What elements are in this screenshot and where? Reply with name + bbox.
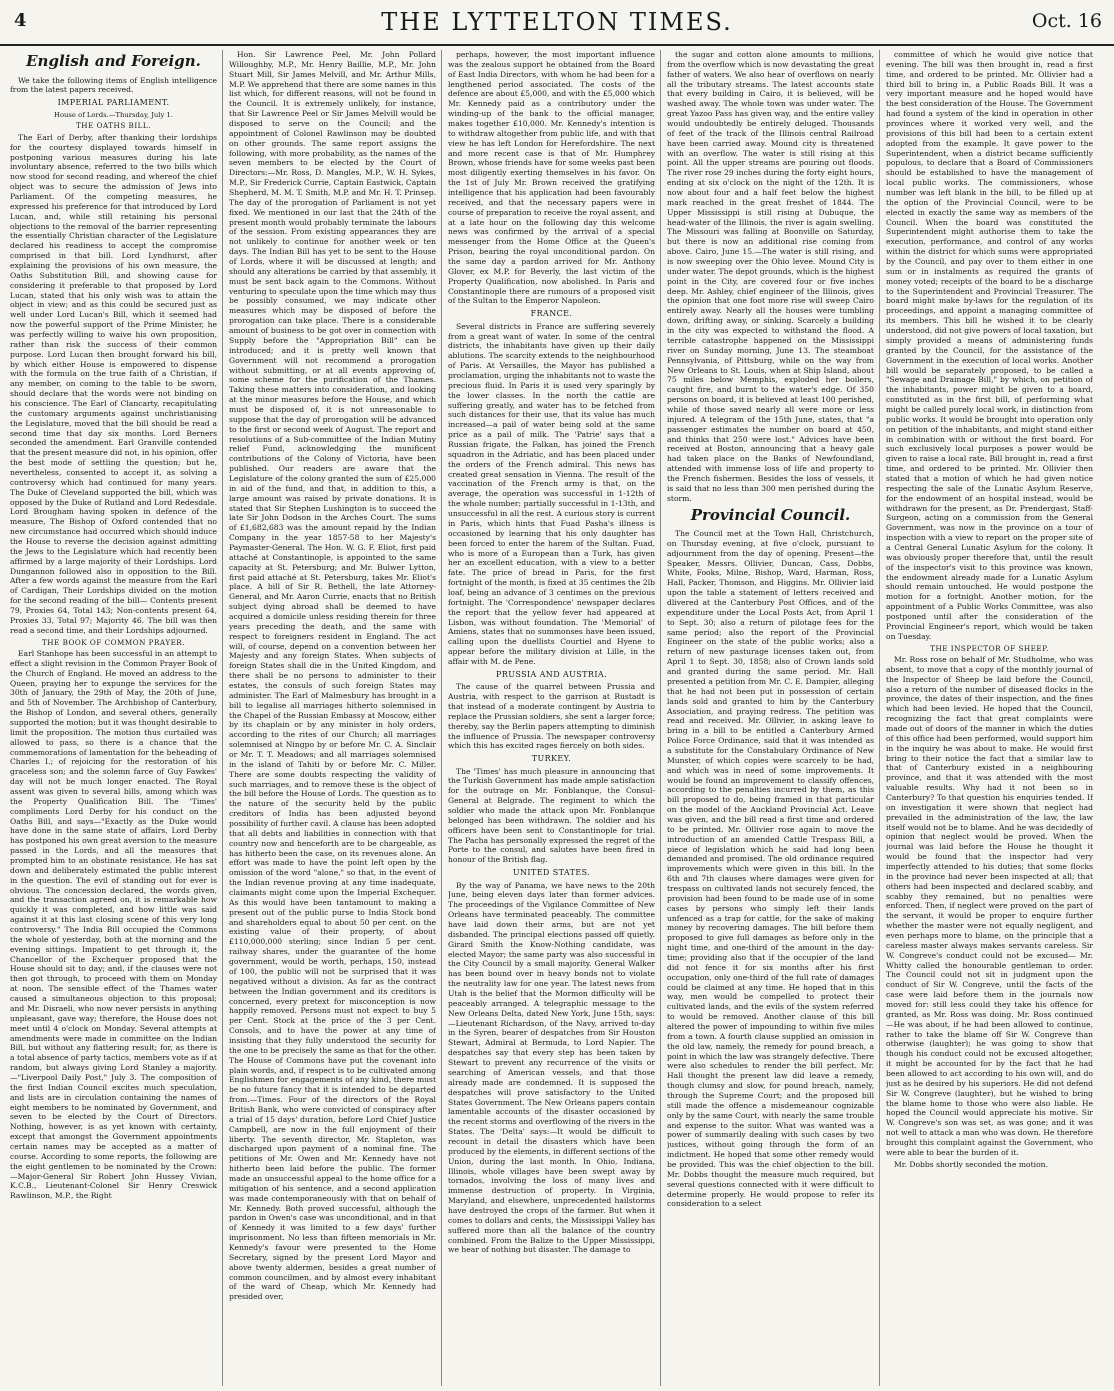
closing-line: Mr. Dobbs shortly seconded the motion. xyxy=(894,1159,1048,1169)
heading-united-states: UNITED STATES. xyxy=(512,868,591,878)
article-body: the sugar and cotton alone amounts to millions, from the overflow which is now devastating the great father of waters. We also hear of overflows on nearly all the tributary streams. The latest accounts state that every building in Cairo, it is believed, will be washed away. The whole town was under water. The great Yazoo Pass has given way, and the entire valley would undoubtedly be entirely deluged. Thousands of feet of the track of the Illinois central Railroad have been carried away. Mound city is threatened with an overflow. The water is still rising at this point. All the upper streams are pouring out floods. The river rose 29 inches during the forty eight hours, ending at six o'clock on the night of the 12th. It is now about four and a half feet below the highest mark reached in the great freshet of 1844. The Upper Mississippi is still rising at Dubuque, the head-water of the Illinois, the river is again swelling. The Missouri was falling at Boonville on Saturday, but there is now an additional rise coming from above. Cairo, June 15.—The water is still rising, and is now sweeping over the Ohio levee. Mound City is under water. The depot grounds, which is the highest point in the City, are covered four or five inches deep. Mr. Ashley, chief engineer of the Illinois, gives the opinion that one foot more rise will sweep Cairo entirely away. Nearly all the houses were tumbling down, drifting away, or sinking. Scarcely a building in the city was expected to withstand the flood. A terrible catastrophe happened on the Mississippi river on Sunday morning, June 13. The steamboat Pennsylvania, of Pittsburg, while on the way from New Orleans to St. Louis, when at Ship Island, about 75 miles below Memphis, exploded her boilers, caught fire, and burnt to the water's edge. Of 350 persons on board, it is believed at least 100 perished, while of those saved nearly all were more or less injured. A telegram of the 15th June, states, that "a passenger estimates the number on board at 450, and thinks that 250 were lost." Advices have been received at Boston, announcing that a heavy gale had taken place on the Banks of Newfoundland, attended with immense loss of life and property to the French fishermen. Besides the loss of vessels, it is said that no less than 300 men perished during the storm. xyxy=(667,50,874,503)
article-body: The cause of the quarrel between Prussia and Austria, with respect to the garrison at Rustadt is that instead of a moderate contingent by Austria to replace the Prussian soldiers, she sent a larger force; thereby, say the Berlin papers attempting to diminish the influence of Prussia. The newspaper controversy which this has excited rages fiercely on both sides. xyxy=(448,682,655,751)
intro-paragraph: We take the following items of English intelligence from the latest papers received. xyxy=(10,75,217,95)
heading-turkey: TURKEY. xyxy=(531,754,572,764)
subheading-house-of-lords: House of Lords.—Thursday, July 1. xyxy=(54,110,173,119)
article-body: By the way of Panama, we have news to the 20th June, being eleven days later than former advices. The proceedings of the Vigilance Committee of New Orleans have terminated peaceably. The committee have laid down their arms, but are not yet disbanded. The principal elections passed off quietly. Girard Smith the Know-Nothing candidate, was elected Mayor; the same party was also successful in the City Council by a small majority. General Walker has been bound over in heavy bonds not to violate the neutrality law for one year. The latest news from Utah is the belief that the Mormon difficulty will be peaceably arranged. A telegraphic message to the New Orleans Delta, dated New York, June 15th, says:—Lieutenant Richardson, of the Navy, arrived to-day in the Syren, bearer of despatches from Sir Houston Stewart, Admiral at Bermuda, to Lord Napier. The despatches say that every step has been taken by Stewart to prevent any recurrence of the visits or searching of American vessels, and that those already made are condemned. It is supposed the despatches will prove satisfactory to the United States Government. The New Orleans papers contain lamentable accounts of the disaster occasioned by the recent storms and overflowing of the rivers in the States. The 'Delta' says:—It would be difficult to recount in detail the disasters which have been produced by the elements, in different sections of the Union, during the last month. In Ohio, Indiana, Illinois, whole villages have been swept away by tornados, involving the loss of many lives and immense destruction of property. In Virginia, Maryland, and elsewhere, unprecedented hailstorms have destroyed the crops of the farmer. But when it comes to dollars and cents, the Mississippi Valley has suffered more than all the balance of the country combined. From the Balize to the Upper Mississippi, we hear of nothing but disaster. The damage to xyxy=(448,880,655,1255)
article-body: committee of which he would give notice that evening. The bill was then brought in, read a first time, and ordered to be printed. Mr. Ollivier had a third bill to bring in, a Public Roads Bill. It was a very important measure and he hoped would have the best consideration of the House. The Government had found a system of the kind in operation in other provinces where it worked very well, and the provisions of this bill had been to a certain extent adopted from the example. It gave power to the Superintendent, when a district became sufficiently populous, to declare that a Board of Commissioners should be established to have the management of local public works. The commissioners, whose number was left blank in the bill, to be filled up at the option of the Provincial Council, were to be elected in exactly the same way as members of the Council. When the board was constituted the Superintendent might authorise them to take the execution, performance, and control of any works within the district for which sums were appropriated by the Council, and pay over to them either in one sum or in instalments as required the grants of money voted; receipts of the board to be a discharge to the Superintendent and Provincial Treasurer. The board might make by-laws for the regulation of its proceedings, and appoint a managing committee of its members. This bill he wished it to be clearly understood, did not give powers of local taxation, but simply provided a means of administering funds granted by the Council, for the assistance of the Government in the execution of local works. Another bill would be separately proposed, to be called a "Sewage and Drainage Bill," by which, on petition of the inhabitants, power might be given to a board, constituted as in the first bill, of performing what might be called purely local work, in distinction from public works. It would be brought into operation only on petition of the inhabitants, and might stand either in combination with or without the first board. For such exclusively local purposes a power would be given to raise a local rate. Bill brought in, read a first time, and ordered to be printed. Mr. Ollivier then stated that a motion of which he had given notice respecting the sale of the Lunatic Asylum Reserve, for the endowment of an hospital instead, would be withdrawn for the present, as Dr. Prendergast, Staff-Surgeon, acting on a commission from the General Government, was now in the province on a tour of inspection with a view to report on the proper site of a Central General Lunatic Asylum for the colony. It was obviously proper therefore that, until the result of the inspector's visit to this province was known, the endowment already made for a Lunatic Asylum should remain untouched. He would postpone the motion for a fortnight. Another motion, for the appointment of a Public Works Committee, was also postponed until after the consideration of the Provincial Engineer's report, which would be taken on Tuesday. xyxy=(886,50,1093,641)
article-body: perhaps, however, the most important influence was the zealous support he obtained from the Board of East India Directors, with whom he had been for a lengthened period associated. The costs of the defence are about £5,000, and with the £5,000 which Mr. Kennedy paid as a contributory under the winding-up of the bank to the official manager, makes together £10,000. Mr. Kennedy's intention is to withdraw altogether from public life, and with that view he has left London for Herefordshire. The next and more recent case is that of Mr. Humphrey Brown, whose friends have for some weeks past been most diligently exerting themselves in his favor. On the 1st of July Mr. Brown received the gratifying intelligence that his application had been favourably received, and that the necessary papers were in course of preparation to receive the royal assent, and at a late hour on the following day this welcome news was confirmed by the arrival of a special messenger from the Home Office at the Queen's Prison, bearing the royal unconditional pardon. On the same day a pardon arrived for Mr. Anthony Glover, ex M.P. for Beverly, the last victim of the Property Qualification, now abolished. In Paris and Constantinople there are rumours of a proposed visit of the Sultan to the Emperor Napoleon. xyxy=(448,50,655,306)
section-heading-english-foreign: English and Foreign. xyxy=(26,52,201,70)
column-2 xyxy=(229,50,436,1386)
page-number: 4 xyxy=(14,10,27,31)
section-heading-provincial-council: Provincial Council. xyxy=(690,505,851,524)
column-divider xyxy=(441,50,442,1386)
subheading-common-prayer: THE BOOK OF COMMON PRAYER. xyxy=(41,637,186,647)
subheading-oaths-bill: THE OATHS BILL. xyxy=(75,121,151,131)
article-body: The Earl of Derby, after thanking their lordships for the courtesy displayed towards himself in postponing various measures during his late involuntary absence, referred to the two bills which now stood for second reading, and whereof the chief object was to secure the admission of Jews into Parliament. Of the competing measures, he expressed his preference for that introduced by Lord Lucan, and, while still retaining his personal objections to the removal of the barrier representing the essentially Christian character of the Legislature declared his readiness to accept the compromise comprised in that bill. Lord Lyndhurst, after explaining the provisions of his own measure, the Oaths Substitution Bill, and showing cause for considering it preferable to that proposed by Lord Lucan, stated that his only wish was to attain the object in view; and as this could be secured just as well under Lord Lucan's Bill, which it seemed had now the powerful support of the Prime Minister, he was perfectly willing to waive his own proposition, rather than risk the success of their common purpose. Lord Lucan then brought forward his bill, by which either House is empowered to dispense with the formula on the true faith of a Christian, if any member, on coming to the table to be sworn, should declare that the words were not binding on his conscience. The Earl of Clancarty, recapitulating the customary arguments against unchristianising the Legislature, moved that the bill should be read a second time that day six months. Lord Berners seconded the amendment. Earl Granville contended that the present measure did not, in his opinion, offer the best mode of settling the question; but he, nevertheless, consented to accept it, as solving a controversy which had continued for many years. The Duke of Cleveland supported the bill, which was opposed by the Duke of Rutland and Lord Redesdale. Lord Brougham having spoken in defence of the measure, The Bishop of Oxford contended that no new circumstance had occurred which should induce the House to reverse the decision against admitting the Jews to the Legislature which had recently been affirmed by a large majority of their Lordships. Lord Dungannon followed also in opposition to the Bill. After a few words against the measure from the Earl of Cardigan, Their Lordships divided on the motion for the second reading of the bill— Contents present 79, Proxies 64, Total 143; Non-contents present 64, Proxies 33, Total 97; Majority 46. The bill was then read a second time, and their Lordships adjourned. xyxy=(10,132,217,635)
column-5 xyxy=(886,50,1093,1386)
article-body: Several districts in France are suffering severely from a great want of water. In some of the central districts, the inhabitants have given up their daily ablutions. The scarcity extends to the neighbourhood of Paris. At Versailles, the Mayor has published a proclamation, urging the inhabitants not to waste the precious fluid. In Paris it is used very sparingly by the lower classes. In the north the cattle are suffering greatly, and water has to be fetched from such distances for their use, that its value has much increased—a pail of water being sold at the same price as a pail of milk. The 'Patrie' says that a Russian frigate, the Falkan, has joined the French squadron in the Adriatic, and has been placed under the orders of the French admiral. This news has created great sensation in Vienna. The result of the vaccination of the French army is that, on the average, the operation was successful in 1-12th of the whole number; partially successful in 1-13th, and unsuccessful in all the rest. A curious story is current in Paris, which hints that Fuad Pasha's illness is occasioned by learning that his only daughter has been forced to enter the harem of the Sultan. Fuad, who is more of a European than a Turk, has given her an excellent education, with a view to a better fate. The price of bread in Paris, for the first fortnight of the month, is fixed at 35 centimes the 2lb loaf, being an advance of 3 centimes on the previous fortnight. The 'Correspondence' newspaper declares the report that the yellow fever had appeared at Lisbon, was without foundation. The 'Memorial' of Amiens, states that no summonses have been issued, calling upon the duellists Courtiel and Hyene to appear before the military division at Lille, in the affair with M. de Pene. xyxy=(448,321,655,666)
heading-imperial-parliament: IMPERIAL PARLIAMENT. xyxy=(57,98,170,108)
column-1 xyxy=(10,50,217,1386)
column-divider xyxy=(660,50,661,1386)
heading-france: FRANCE. xyxy=(530,309,573,319)
article-body: The 'Times' has much pleasure in announcing that the Turkish Government has made ample satisfaction for the outrage on Mr. Fonblanque, the Consul-General at Belgrade. The regiment to which the soldier who made the attack upon Mr. Fonblanque belonged has been withdrawn. The soldier and his officers have been sent to Constantinople for trial. The Pacha has personally expressed the regret of the Porte to the consul, and salutes have been fired in honour of the British flag. xyxy=(448,766,655,865)
newspaper-title: THE LYTTELTON TIMES. xyxy=(381,8,733,36)
masthead xyxy=(0,0,1114,46)
subheading-inspector-of-sheep: THE INSPECTOR OF SHEEP. xyxy=(930,643,1049,653)
article-body: The Council met at the Town Hall, Christchurch, on Thursday evening, at five o'clock, pursuant to adjournment from the day of opening. Present—the Speaker, Messrs. Ollivier, Duncan, Cass, Dobbs, White, Fooks, Milne, Bishop, Ward, Harman, Ross, Hall, Packer, Thomson, and Higgins. Mr. Ollivier laid upon the table a statement of letters received and dlivered at the Canterbury Post Offices, and of the expenditure under the Local Posts Act, from April 1 to Sept. 30; also a return of pilotage fees for the same period; also the report of the Provincial Engineer on the state of the public works; also a return of new pasturage licenses taken out, from April 1 to Sept. 30, 1858; also of Crown lands sold and granted during the same period. Mr. Hall presented a petition from Mr. C. E. Dampier, alleging that he had not been put in possession of certain lands sold and granted to him by the Canterbury Association, and praying redress. The petition was read and received. Mr. Ollivier, in asking leave to bring in a bill to be entitled a Canterbury Armed Police Force Ordinance, said that it was intended as a substitute for the Constabulary Ordinance of New Munster, of which copies were scarcely to be had, and which was in need of some improvements. It would be found an improvement to classify offences, according to the penalties incurred by them, as this bill proposed to do, being framed in that particular on the model of the Auckland Provincial Act. Leave was given, and the bill read a first time and ordered to be printed. Mr. Ollivier rose again to move the introduction of an amended Cattle Trespass Bill, a piece of legislation which he said had long been demanded and promised. The old ordinance required improvements which were given in this bill. In the 6th and 7th clauses where damages were given for trespass on cultivated lands not securely fenced, the provision had been found to be made use of in some cases by persons who simply left their lands unfenced as a trap for cattle, for the sake of making money by recovering damages. The bill before them proposed to give full damages as before only in the night time, and one-third of the amount in the day-time; providing also that if the occupier of the land did not fence it for six months after his first occupation, only one-third of the full rate of damages could be claimed at any time. He hoped that in this way, men would be compelled to protect their cultivated lands, and the evils of the system referred to would be removed. Another clause of this bill altered the power of impounding to within five miles from a town. A fourth clause supplied an omission in the old law, namely, the remedy for pound breach, a point in which the law was strangely defective. There were also schedules to render the bill perfect. Mr. Hall thought the present law did leave a remedy, though clumsy and slow, for pound breach, namely, through the Supreme Court; and the proposed bill still made the offence a misdemeanour cognizable only by the same Court, with nearly the same trouble and expense to the suitor. What was wanted was a power of summarily dealing with such cases by two justices, without going through the form of an indictment. He hoped that some other remedy would be provided. This was the chief objection to the bill. Mr. Dobbs thought the measure much required, but several questions connected with it were difficult to determine properly. He would propose to refer its consideration to a select xyxy=(667,529,874,1209)
article-body: Hon. Sir Lawrence Peel, Mr. John Pollard Willoughby, M.P., Mr. Henry Baillie, M.P., Mr. John Stuart Mill, Sir James Melvill, and Mr. Arthur Mills, M.P. We apprehend that there are some names in this list which, for different reasons, will not be found in the Council. It is extremely unlikely, for instance, that Sir Lawrence Peel or Sir James Melvill would be disposed to serve on the Council; and the appointment of Colonel Rawlinson may be doubted on other grounds. The same report assigns the following, with more probability, as the names of the seven members to be elected by the Court of Directors:—Mr. Ross, D. Mangles, M.P., W. H. Sykes, M.P., Sir Frederick Currie, Captain Eastwick, Captain Shepherd, M. M. T. Smith, M.P. and Mr. H. T. Prinsep. The day of the prorogation of Parliament is not yet fixed. We mentioned in our last that the 24th of the present month would probably terminate the labours of the session. From existing appearances they are not unlikely to continue for another week or ten days. The Indian Bill has yet to be sent to the House of Lords, where it will be discussed at length; and should any alterations be carried by that assembly, it must be sent back again to the Commons. Without venturing to speculate upon the time which may thus be possibly consumed, we may indicate other measures which may be disposed of before the prorogation can take place. There is a considerable amount of business to be got over in connection with Supply before the "Appropriation Bill" can be introduced; and it is pretty well known that Government will not recommend a prorogation without submitting, or at all events approving of, some scheme for the purification of the Thames. Taking these matters into consideration, and looking at the minor measures before the House, and which must be disposed of, it is not unreasonable to suppose that the day of prorogation will be advanced to the first or second week of August. The report and resolutions of a Sub-committee of the Indian Mutiny relief Fund, acknowledging the munificent contributions of the Colony of Victoria, have been published. Our readers are aware that the Legislature of the colony granted the sum of £25,000 in aid of the fund, and that, in addition to this, a large amount was raised by private donations. It is stated that Sir Stephen Lushington is to succeed the late Sir John Dodson in the Arches Court. The sums of £1,682,683 was the amount repaid by the Indian Company in the year 1857-58 to her Majesty's Paymaster-General. The Hon. W. G. F. Eliot, first paid attaché at Constantinople, is appointed to the same capacity at St. Petersburg; and Mr. Bulwer Lytton, first paid attaché at St. Petersburg, takes Mr. Eliot's place. A bill of Sir R. Bethell, the late Attorney-General, and Mr. Aaron Currie, enacts that no British subject dying abroad shall be deemed to have acquired a domicile unless residing therein for three years preceding the death, and the same with respect to foreigners resident in England. The act will, of course, depend on a convention between her Majesty and any foreign States. When subjects of foreign States shall die in the United Kingdom, and there shall be no persons to administer to their estates, the consuls of such foreign States may administer. The Earl of Malmesbury has brought in a bill to legalise all marriages hitherto solemnised in the Chapel of the Russian Embassy at Moscow, either by its chaplain or by any minister in holy orders, according to the rites of our Church; all marriages solemnised at Ningpo by or before Mr. C. A. Sinclair or Mr. T. T. Meadows; and all marriages solemnised in the island of Tahiti by or before Mr. C. Miller. There are some doubts respecting the validity of such marriages, and to remove these is the object of the bill before the House of Lords. The question as to the nature of the security held by the public creditors of India has been adjusted beyond possibility of further cavil. A clause has been adopted that all debts and liabilities in connection with that country now and henceforth are to be chargeable, as has hitherto been the case, on its revenues alone. An effort was made to have the point left open by the omission of the word "alone," so that, in the event of the Indian revenue proving at any time inadequate, claimants might come upon the Imperial Exchequer. As this would have been tantamount to making a present out of the public purse to India Stock bond and shareholders equal to about 50 per cent. on the existing value of their property, of about £110,000,000 sterling; since Indian 5 per cent. railway shares, under the guarantee of the home government, would be worth, perhaps, 150, instead of 100, the public will not be surprised that it was negatived without a division. As far as the contract between the Indian government and its creditors is concerned, every pretext for misconception is now happily removed. Persons must not expect to buy 5 per Cent. Stock at the price of the 3 per Cent. Consols, and to have the power at any time of insisting that they fully understood the security for the one to be precisely the same as that for the other. The House of Commons have put the covenant into plain words, and, if respect is to be cultivated among Englishmen for engagements of any kind, there must be no future fancy that it is intended to be departed from.—Times. Four of the directors of the Royal British Bank, who were convicted of conspiracy after a trial of 15 days' duration, before Lord Chief Justice Campbell, are now in the full enjoyment of their liberty. The seventh director, Mr. Stapleton, was discharged upon payment of a nominal fine. The petitions of Mr. Owen and Mr. Kennedy have not hitherto been laid before the public. The former made an unsuccessful appeal to the home office for a mitigation of his sentence, and a second application was made contemporaneously with that on behalf of Mr. Kennedy. Both proved successful, although the pardon in Owen's case was unconditional, and in that of Kennedy it was limited to a few days' further imprisonment. No less than fifteen memorials in Mr. Kennedy's favour were presented to the Home Secretary, signed by the present Lord Mayor and above twenty aldermen, besides a great number of common councilmen, and by almost every inhabitant of the ward of Cheap, which Mr. Kennedy had presided over, xyxy=(229,50,436,1302)
issue-date: Oct. 16 xyxy=(1031,10,1102,32)
column-divider xyxy=(879,50,880,1386)
article-columns xyxy=(10,50,1104,1386)
column-3 xyxy=(448,50,655,1386)
article-body: Mr. Ross rose on behalf of Mr. Studholme, who was absent, to move that a copy of the monthly journal of the Inspector of Sheep be laid before the Council, also a return of the number of diseased flocks in the province, the dates of their inspection, and the fines which had been levied. He hoped that the Council, recognizing the fact that great complaints were made out of doors of the manner in which the duties of this office had been performed, would support him in the inquiry he was about to make. He would first bring to their notice the fact that a similar law to that of Canterbury existed in a neighbouring province, and that it was attended with the most valuable results. Why had it not been so in Canterbury? To that question his enquiries tended. If on investigation it were shown that neglect had prevailed in the administration of the law, the law itself would not be to blame. And he was decidedly of opinion that neglect would be proved. When the journal was laid before the House he thought it would be found that the inspector had very imperfectly attended to his duties; that some flocks in the province had never been inspected at all; that others had been inspected and declared scabby, and scabby they remained, but no penalties were enforced. Then, if neglect were proved on the part of the servant, it would be proper to enquire further whether the master were not equally negligent, and even perhaps more to blame, on the principle that a careless master always makes servants careless. Sir W. Congreve's conduct could not be excused— Mr. Whitty called the honourable gentleman to order. The Council could not sit in judgment upon the conduct of Sir W. Congreve, until the facts of the case were laid before them in the journals now moved for: still less could they take his offence for granted, as Mr. Ross was doing. Mr. Ross continued—He was about, if he had been allowed to continue, rather to take the blame off Sir W. Congreve than otherwise (laughter); he was going to show that though his conduct could not be excused altogether, it might be accounted for by the fact that he had been allowed to act according to his own will, and do just as he desired by his superiors. He did not defend Sir W. Congreve (laughter), but he wished to bring the blame home to those who were also liable. He hoped the Council would appreciate his motive. Sir W. Congreve's son was set, as was gone; and it was not well to attack a man who was down. He therefore brought this complaint against the Government, who were able to bear the burden of it. xyxy=(886,654,1093,1157)
column-4 xyxy=(667,50,874,1386)
column-divider xyxy=(222,50,223,1386)
heading-prussia-austria: PRUSSIA AND AUSTRIA. xyxy=(495,669,608,679)
article-body: Earl Stanhope has been successful in an attempt to effect a slight revision in the Common Prayer Book of the Church of England. He moved an address to the Queen, praying her to expunge the services for the 30th of January, the 29th of May, the 20th of June, and 5th of November. The Archbishop of Canterbury, the Bishop of London, and several others, generally supported the motion; but it was thought desirable to limit the proposition. The motion thus curtailed was allowed to pass, so there is a chance that the commemorations of lamentation for the beheading of Charles I.; of rejoicing for the restoration of his graceless son; and the solemn farce of Guy Fawkes' day will not be much longer enacted. The Royal assent was given to several bills, among which was the Property Qualification Bill. The 'Times' compliments Lord Derby for his conduct on the Oaths Bill, and says—"Exactly as the Duke would have done in the same state of affairs, Lord Derby has postponed his own great aversion to the measure passed in the Lords, and all the measures that prompted him to an obstinate resistance. He has sat down and deliberately estimated the public interest in the question. The evil of standing out for ever is obvious. The concession declared, the words given, and the transaction agreed on, it is remarkable how quickly it was completed, and how little was said against it at this last closing scene of this very long controversy." The India Bill occupied the Commons the whole of yesterday, both at the morning and the evening sittings. Impatient to get through it, the Chancellor of the Exchequer proposed that the House should sit to day; and, if the clauses were not then got through, to proceed with them on Monday at noon. The sensible effect of the Thames water caused a simultaneous objection to this proposal; and Mr. Disraeli, who now never persists in anything unpleasant, gave way; therefore, the House does not meet until 4 o'clock on Monday. Several attempts at amendments were made in committee on the Indian Bill, but without any flattering result; for, as there is a total absence of party tactics, members vote as if at random, but always giving Lord Stanley a majority.—"Liverpool Daily Post," July 3. The composition of the first Indian Council excites much speculation, and lists are in circulation containing the names of eight members to be nominated by Government, and seven to be elected by the Court of Directors. Nothing, however, is as yet known with certainty, except that amongst the Government appointments certain names may be accepted as a matter of course. According to some reports, the following are the eight gentlemen to be nominated by the Crown:—Major-General Sir Robert John Hussey Vivian, K.C.B., Lieutenant-Colonel Sir Henry Creswick Rawlinson, M.P., the Right xyxy=(10,648,217,1201)
